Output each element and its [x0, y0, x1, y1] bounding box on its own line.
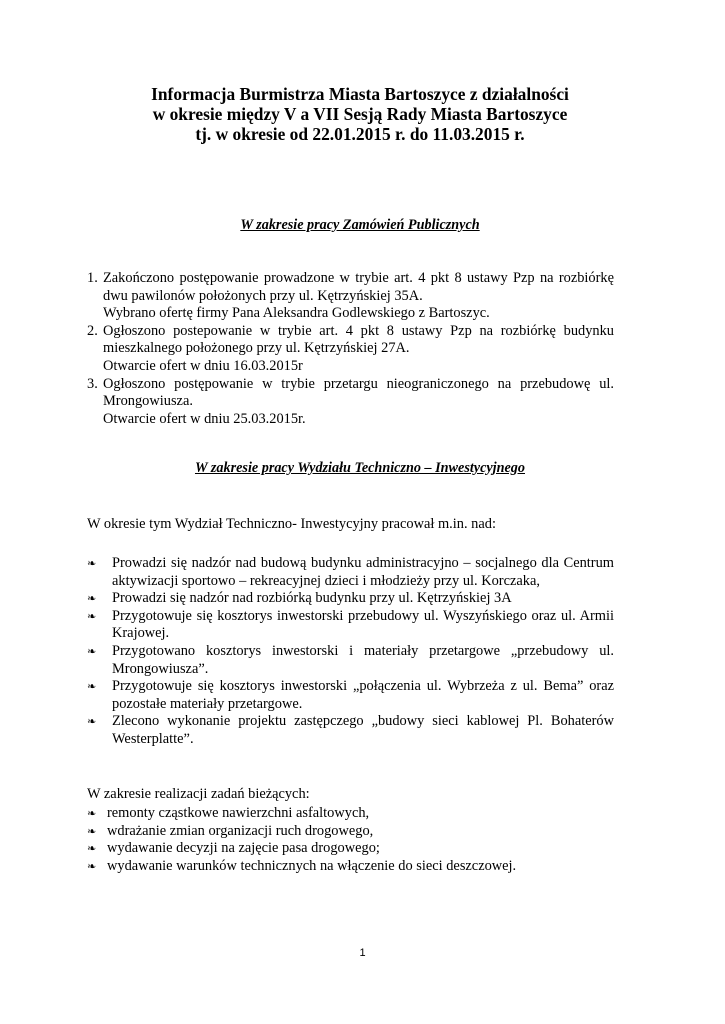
- leaf-bullet-icon: ❧: [87, 592, 97, 606]
- current-tasks-intro: W zakresie realizacji zadań bieżących:: [87, 786, 310, 802]
- list-item: [87, 858, 614, 876]
- list-item: [87, 555, 614, 590]
- current-tasks-list: [87, 805, 614, 875]
- list-item: [87, 643, 614, 678]
- leaf-bullet-icon: ❧: [87, 859, 97, 873]
- technical-intro: W okresie tym Wydział Techniczno- Inwestycyjny pracował m.in. nad:: [87, 516, 496, 532]
- list-item: [87, 678, 614, 713]
- item-text: Prowadzi się nadzór nad budową budynku administracyjno – socjalnego dla Centrum aktywizacji sportowo – rekreacyjnej dzieci i młodzieży przy ul. Korczaka,: [112, 555, 614, 589]
- list-item: [87, 376, 614, 429]
- leaf-bullet-icon: ❧: [87, 824, 97, 838]
- item-text: Zlecono wykonanie projektu zastępczego „budowy sieci kablowej Pl. Bohaterów Westerplatte”.: [112, 713, 614, 747]
- procurement-list: [87, 270, 614, 428]
- item-text: Zakończono postępowanie prowadzone w trybie art. 4 pkt 8 ustawy Pzp na rozbiórkę dwu pawilonów położonych przy ul. Kętrzyńskiej 35A.: [103, 270, 614, 304]
- item-text: Ogłoszono postępowanie w trybie przetargu nieograniczonego na przebudowę ul. Mrongowiusza.: [103, 375, 614, 410]
- section-heading-public-procurement: W zakresie pracy Zamówień Publicznych: [240, 217, 480, 233]
- item-text: Przygotowano kosztorys inwestorski i materiały przetargowe „przebudowy ul. Mrongowiusza”.: [112, 642, 614, 677]
- title-line-3: tj. w okresie od 22.01.2015 r. do 11.03.2015 r.: [195, 124, 525, 144]
- document-title: [90, 84, 630, 144]
- leaf-bullet-icon: ❧: [87, 680, 97, 694]
- page-number: 1: [359, 947, 366, 959]
- list-item: [87, 823, 614, 841]
- item-number: 3.: [87, 375, 98, 392]
- title-line-1: Informacja Burmistrza Miasta Bartoszyce z działalności: [151, 84, 569, 104]
- list-item: [87, 840, 614, 858]
- list-item: [87, 608, 614, 643]
- leaf-bullet-icon: ❧: [87, 842, 97, 856]
- section-heading-technical-investment: W zakresie pracy Wydziału Techniczno – Inwestycyjnego: [194, 460, 525, 476]
- item-subtext: Wybrano ofertę firmy Pana Aleksandra Godlewskiego z Bartoszyc.: [103, 305, 490, 322]
- item-subtext: Otwarcie ofert w dniu 25.03.2015r.: [103, 410, 306, 427]
- leaf-bullet-icon: ❧: [87, 609, 97, 623]
- technical-tasks-list: [87, 555, 614, 749]
- list-item: [87, 713, 614, 748]
- item-subtext: Otwarcie ofert w dniu 16.03.2015r: [103, 357, 303, 374]
- leaf-bullet-icon: ❧: [87, 557, 97, 570]
- title-line-2: w okresie między V a VII Sesją Rady Miasta Bartoszyce: [152, 104, 568, 124]
- item-text: wydawanie warunków technicznych na włączenie do sieci deszczowej.: [107, 857, 517, 874]
- leaf-bullet-icon: ❧: [87, 715, 97, 729]
- list-item: [87, 590, 614, 608]
- item-text: Prowadzi się nadzór nad rozbiórką budynku przy ul. Kętrzyńskiej 3A: [112, 590, 512, 607]
- item-text: remonty cząstkowe nawierzchni asfaltowych,: [107, 805, 370, 821]
- leaf-bullet-icon: ❧: [87, 807, 97, 820]
- item-text: wdrażanie zmian organizacji ruch drogowego,: [107, 822, 374, 839]
- item-number: 1.: [87, 270, 98, 286]
- item-text: wydawanie decyzji na zajęcie pasa drogowego;: [107, 840, 380, 857]
- list-item: [87, 270, 614, 323]
- item-text: Ogłoszono postepowanie w trybie art. 4 pkt 8 ustawy Pzp na rozbiórkę budynku mieszkalnego położonego przy ul. Kętrzyńskiej 27A.: [103, 322, 614, 357]
- item-text: Przygotowuje się kosztorys inwestorski przebudowy ul. Wyszyńskiego oraz ul. Armii Krajowej.: [112, 607, 614, 642]
- item-text: Przygotowuje się kosztorys inwestorski „połączenia ul. Wybrzeża z ul. Bema” oraz pozostałe materiały przetargowe.: [112, 678, 614, 712]
- item-number: 2.: [87, 322, 98, 339]
- list-item: [87, 323, 614, 376]
- leaf-bullet-icon: ❧: [87, 644, 97, 658]
- list-item: [87, 805, 614, 823]
